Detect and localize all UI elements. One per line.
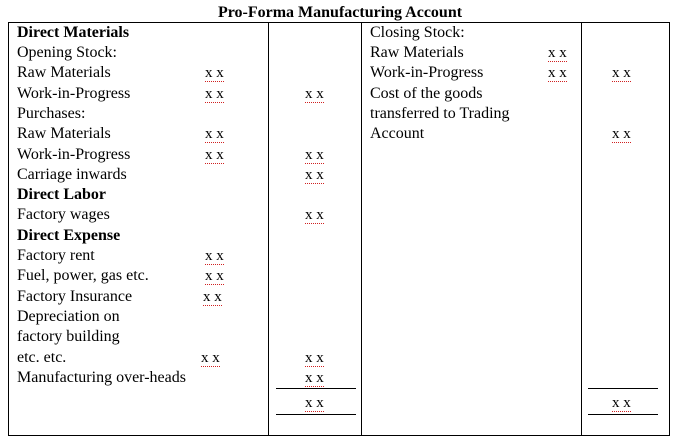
amount-outer-overheads: x x [305, 370, 324, 386]
credit-total-rule-top [588, 388, 658, 389]
amount-outer-wages: x x [305, 207, 324, 223]
label-cost-line3: Account [370, 125, 425, 142]
label-cost-line2: transferred to Trading [370, 105, 510, 122]
divider-credit-amount [581, 22, 582, 436]
label-wip-closing: Work-in-Progress [370, 64, 484, 81]
amount-inner-wip-closing: x x [548, 65, 567, 81]
label-manufacturing-overheads: Manufacturing over-heads [17, 369, 186, 386]
page-title: Pro-Forma Manufacturing Account [217, 4, 463, 21]
amount-inner-raw-closing: x x [548, 45, 567, 61]
divider-debit-amount [268, 22, 269, 436]
label-closing-stock: Closing Stock: [370, 24, 465, 41]
label-factory-rent: Factory rent [17, 247, 95, 264]
debit-total-rule-top [276, 388, 356, 389]
amount-inner-raw-purchases: x x [205, 126, 224, 142]
heading-direct-materials: Direct Materials [17, 24, 130, 41]
amount-inner-fuel: x x [205, 268, 224, 284]
label-cost-line1: Cost of the goods [370, 85, 483, 102]
label-purchases: Purchases: [17, 105, 86, 122]
label-fuel-power: Fuel, power, gas etc. [17, 267, 149, 284]
label-factory-wages: Factory wages [17, 206, 110, 223]
label-raw-materials-opening: Raw Materials [17, 64, 111, 81]
amount-outer-cost: x x [612, 126, 631, 142]
amount-outer-wip-purchases: x x [305, 147, 324, 163]
debit-total-rule-bottom [276, 414, 356, 415]
heading-direct-labor: Direct Labor [17, 186, 107, 203]
label-depreciation-line2: factory building [17, 328, 120, 345]
amount-inner-wip-purchases: x x [205, 147, 224, 163]
label-opening-stock: Opening Stock: [17, 44, 117, 61]
label-raw-materials-closing: Raw Materials [370, 44, 464, 61]
label-factory-insurance: Factory Insurance [17, 288, 133, 305]
label-depreciation-line1: Depreciation on [17, 308, 120, 325]
label-etc: etc. etc. [17, 349, 67, 366]
amount-inner-factory-rent: x x [205, 248, 224, 264]
label-raw-materials-purchases: Raw Materials [17, 125, 111, 142]
heading-direct-expense: Direct Expense [17, 227, 121, 244]
label-wip-opening: Work-in-Progress [17, 85, 131, 102]
credit-total-rule-bottom [588, 414, 658, 415]
amount-outer-etc: x x [305, 350, 324, 366]
amount-outer-carriage: x x [305, 167, 324, 183]
amount-inner-etc: x x [201, 350, 220, 366]
amount-credit-total: x x [612, 395, 631, 411]
amount-debit-total: x x [305, 395, 324, 411]
divider-center [361, 22, 362, 436]
amount-outer-closing: x x [612, 65, 631, 81]
amount-inner-wip-opening: x x [205, 86, 224, 102]
amount-inner-insurance: x x [203, 289, 222, 305]
label-wip-purchases: Work-in-Progress [17, 146, 131, 163]
amount-outer-wip-opening: x x [305, 86, 324, 102]
label-carriage-inwards: Carriage inwards [17, 166, 127, 183]
amount-inner-raw-opening: x x [205, 65, 224, 81]
